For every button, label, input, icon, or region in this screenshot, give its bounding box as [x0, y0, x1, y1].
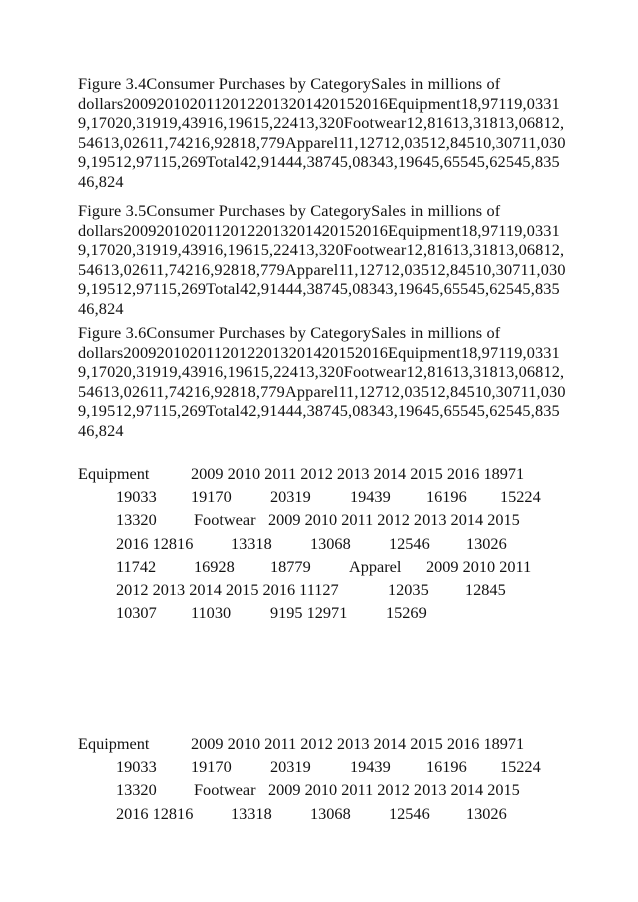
- data-token: 13320: [116, 780, 157, 800]
- data-line: [78, 778, 568, 801]
- data-token: 19033: [116, 487, 157, 507]
- data-token: 10307: [116, 603, 157, 623]
- data-token: 15269: [386, 603, 427, 623]
- sales-data-block-2: [78, 732, 568, 825]
- data-token: 16196: [426, 757, 467, 777]
- figure-3-5-text: Figure 3.5Consumer Purchases by CategorySales in millions of dollars20092010201120122013201420152016Equipment18,97119,03319,17020,31919,43916,19615,22413,320Footwear12,81613,31813,06812,54613,02611,74216,92818,779Apparel11,12712,03512,84510,30711,0309,19512,97115,269Total42,91444,38745,08343,19645,65545,62545,83546,824: [78, 201, 566, 318]
- data-line: [78, 508, 568, 531]
- data-token: 18779: [270, 556, 311, 576]
- data-token: 19033: [116, 757, 157, 777]
- data-token: Footwear: [194, 780, 256, 800]
- data-token: 12845: [465, 579, 506, 599]
- data-token: Footwear: [194, 510, 256, 530]
- data-token: Equipment: [78, 734, 150, 753]
- data-line: [78, 485, 568, 508]
- data-token: 13068: [310, 803, 351, 823]
- data-token: 15224: [500, 757, 541, 777]
- data-token: 13026: [466, 803, 507, 823]
- data-token: 9195 12971: [270, 603, 348, 623]
- data-token: 11742: [116, 556, 157, 576]
- data-token: 2009 2010 2011 2012 2013 2014 2015 2016 18971: [191, 464, 525, 483]
- data-line: [78, 601, 568, 624]
- sales-data-block-1: [78, 462, 568, 624]
- data-line: [78, 578, 568, 601]
- data-token: 13026: [466, 533, 507, 553]
- data-token: 2016 12816: [116, 803, 194, 823]
- data-token: 2009 2010 2011 2012 2013 2014 2015 2016 18971: [191, 734, 525, 753]
- data-token: 19170: [191, 757, 232, 777]
- data-token: 16928: [194, 556, 235, 576]
- data-token: 12546: [389, 803, 430, 823]
- figure-3-6-text: Figure 3.6Consumer Purchases by CategorySales in millions of dollars20092010201120122013201420152016Equipment18,97119,03319,17020,31919,43916,19615,22413,320Footwear12,81613,31813,06812,54613,02611,74216,92818,779Apparel11,12712,03512,84510,30711,0309,19512,97115,269Total42,91444,38745,08343,19645,65545,62545,83546,824: [78, 323, 566, 440]
- data-token: Apparel: [349, 556, 402, 576]
- data-token: 20319: [270, 487, 311, 507]
- data-token: 2009 2010 2011 2012 2013 2014 2015: [268, 510, 520, 530]
- data-token: 19439: [350, 487, 391, 507]
- data-token: 20319: [270, 757, 311, 777]
- data-token: 15224: [500, 487, 541, 507]
- data-token: 13068: [310, 533, 351, 553]
- data-token: 19439: [350, 757, 391, 777]
- data-line: [78, 532, 568, 555]
- data-token: Equipment: [78, 464, 150, 483]
- data-line: [78, 755, 568, 778]
- data-token: 16196: [426, 487, 467, 507]
- figure-3-4-text: Figure 3.4Consumer Purchases by CategorySales in millions of dollars20092010201120122013201420152016Equipment18,97119,03319,17020,31919,43916,19615,22413,320Footwear12,81613,31813,06812,54613,02611,74216,92818,779Apparel11,12712,03512,84510,30711,0309,19512,97115,269Total42,91444,38745,08343,19645,65545,62545,83546,824: [78, 74, 566, 191]
- data-token: 12546: [389, 533, 430, 553]
- data-token: 2012 2013 2014 2015 2016 11127: [116, 579, 339, 599]
- data-token: 2009 2010 2011 2012 2013 2014 2015: [268, 780, 520, 800]
- data-token: 12035: [388, 579, 429, 599]
- data-token: 13318: [231, 803, 272, 823]
- data-token: 13318: [231, 533, 272, 553]
- data-token: 13320: [116, 510, 157, 530]
- data-token: 11030: [191, 603, 232, 623]
- data-line: [78, 555, 568, 578]
- data-line: [78, 732, 568, 755]
- data-line: [78, 802, 568, 825]
- data-token: 2016 12816: [116, 533, 194, 553]
- data-token: 19170: [191, 487, 232, 507]
- data-token: 2009 2010 2011: [426, 556, 532, 576]
- data-line: [78, 462, 568, 485]
